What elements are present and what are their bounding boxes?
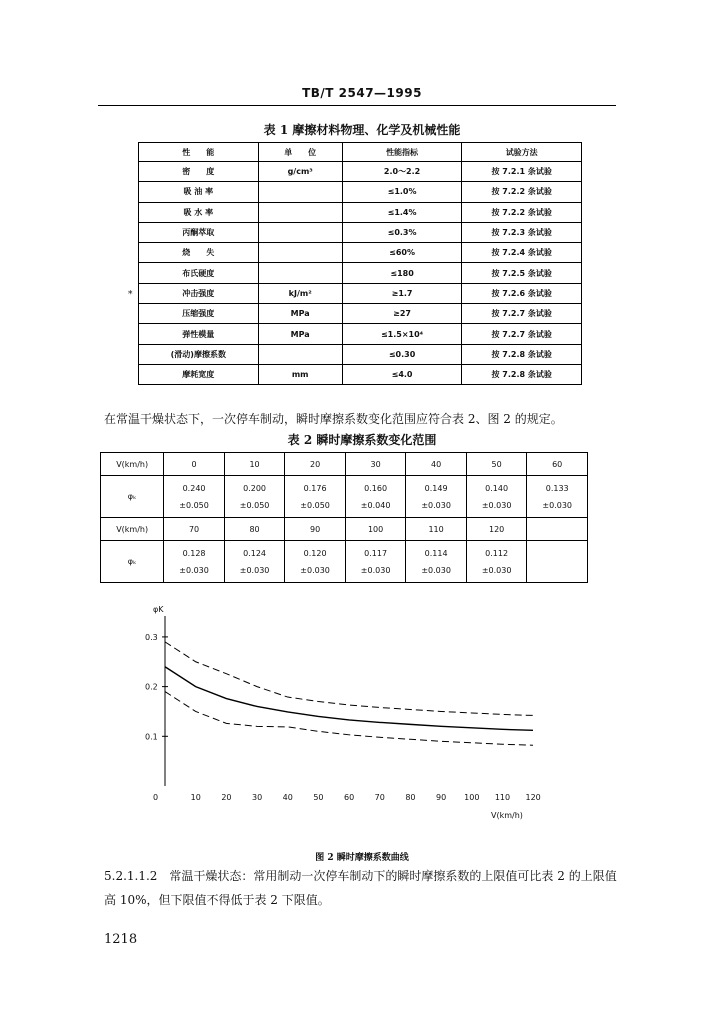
- table1-cell: 烧 失: [139, 243, 259, 263]
- table1-cell: 按 7.2.7 条试验: [462, 304, 582, 324]
- table2-mean-value: 0.114: [424, 548, 448, 558]
- table2-cell: 90: [285, 518, 346, 541]
- table1-cell: ≤1.4%: [342, 202, 462, 222]
- table2-tolerance: ±0.030: [481, 500, 512, 510]
- table1-col-header: 单 位: [258, 143, 342, 162]
- y-tick-label: 0.3: [145, 632, 158, 642]
- x-tick-label: 70: [374, 793, 385, 802]
- table1-cell: ≤1.5×10⁴: [342, 324, 462, 344]
- table1-cell: 布氏硬度: [139, 263, 259, 283]
- table1-cell: 丙酮萃取: [139, 222, 259, 242]
- table1-cell: g/cm³: [258, 162, 342, 182]
- table2-mean-value: 0.200: [243, 483, 267, 493]
- table2-cell: 40: [406, 453, 467, 476]
- document-code: TB/T 2547—1995: [302, 86, 422, 100]
- table1-cell: (滑动)摩擦系数: [139, 344, 259, 364]
- table2-mean-value: 0.112: [485, 548, 509, 558]
- section-5-2-1-1-2: 5.2.1.1.2 常温干燥状态：常用制动一次停车制动下的瞬时摩擦系数的上限值可比表 2 的上限值高 10%，但下限值不得低于表 2 下限值。: [104, 869, 617, 907]
- table1-cell: ≥1.7: [342, 283, 462, 303]
- table2-mean-value: 0.240: [182, 483, 206, 493]
- table1-cell: 按 7.2.8 条试验: [462, 344, 582, 364]
- table1-footnote-star: *: [128, 290, 133, 300]
- table2-tolerance: ±0.030: [239, 565, 270, 575]
- table2-cell: 20: [285, 453, 346, 476]
- table1-cell: 吸 油 率: [139, 182, 259, 202]
- table1-cell: ≤180: [342, 263, 462, 283]
- table2-phi-label: φₖ: [101, 476, 164, 518]
- table1-cell: 密 度: [139, 162, 259, 182]
- table1-cell: ≤1.0%: [342, 182, 462, 202]
- table2-mean-value: 0.133: [545, 483, 569, 493]
- table2-cell: 110: [406, 518, 467, 541]
- table2-mean-value: 0.140: [485, 483, 509, 493]
- table1-cell: 按 7.2.1 条试验: [462, 162, 582, 182]
- table2-mean-value: 0.160: [364, 483, 388, 493]
- table1-cell: kJ/m²: [258, 283, 342, 303]
- table1-cell: ≥27: [342, 304, 462, 324]
- table1-cell: 弹性模量: [139, 324, 259, 344]
- table2-caption: 表 2 瞬时摩擦系数变化范围: [287, 433, 437, 447]
- table1-cell: MPa: [258, 304, 342, 324]
- table2-cell: 80: [224, 518, 285, 541]
- table1-col-header: 试验方法: [462, 143, 582, 162]
- table2-tolerance: ±0.030: [179, 565, 209, 575]
- table2-mean-value: 0.149: [424, 483, 448, 493]
- x-tick-label: 30: [252, 793, 263, 802]
- series-line-mean: [165, 667, 533, 731]
- x-tick-label: 40: [282, 793, 293, 802]
- table2-phi-label: φₖ: [101, 541, 164, 583]
- x-tick-label: 50: [313, 793, 324, 802]
- table2-mean-value: 0.128: [182, 548, 206, 558]
- table1-cell: 按 7.2.4 条试验: [462, 243, 582, 263]
- table1-caption: 表 1 摩擦材料物理、化学及机械性能: [263, 123, 461, 137]
- table1-cell: 按 7.2.6 条试验: [462, 283, 582, 303]
- x-tick-label: 60: [344, 793, 355, 802]
- table1-cell: ≤60%: [342, 243, 462, 263]
- table1-cell: 按 7.2.5 条试验: [462, 263, 582, 283]
- table1-cell: MPa: [258, 324, 342, 344]
- table1-cell: ≤0.3%: [342, 222, 462, 242]
- table2-mean-value: 0.176: [303, 483, 327, 493]
- table2-cell: 30: [345, 453, 406, 476]
- table2-tolerance: ±0.030: [360, 565, 391, 575]
- table1-cell: 按 7.2.3 条试验: [462, 222, 582, 242]
- table2-v-label: V(km/h): [101, 453, 164, 476]
- table1-cell: 压缩强度: [139, 304, 259, 324]
- x-tick-label: 110: [494, 793, 511, 802]
- paragraph-1: 在常温干燥状态下，一次停车制动，瞬时摩擦系数变化范围应符合表 2、图 2 的规定。: [104, 412, 563, 426]
- table2-cell: 60: [527, 453, 588, 476]
- table2-tolerance: ±0.030: [421, 565, 451, 575]
- table1-cell: 吸 水 率: [139, 202, 259, 222]
- figure2-caption: 图 2 瞬时摩擦系数曲线: [315, 853, 409, 863]
- y-tick-label: 0.2: [145, 682, 158, 692]
- series-line-lower: [165, 692, 533, 746]
- table1-cell: 按 7.2.2 条试验: [462, 182, 582, 202]
- table1-cell: 按 7.2.2 条试验: [462, 202, 582, 222]
- table2-tolerance: ±0.030: [542, 500, 572, 510]
- x-axis-label: V(km/h): [491, 811, 523, 820]
- page-number: 1218: [104, 932, 138, 947]
- series-line-upper: [165, 642, 533, 716]
- x-tick-label: 90: [436, 793, 447, 802]
- table1-cell: mm: [258, 364, 342, 384]
- table2-mean-value: 0.117: [364, 548, 388, 558]
- table2-cell: 0: [164, 453, 225, 476]
- table2-cell: 70: [164, 518, 225, 541]
- table1-cell: 冲击强度: [139, 283, 259, 303]
- table2-cell: 50: [466, 453, 527, 476]
- table2-mean-value: 0.120: [303, 548, 327, 558]
- table1-cell: 2.0～2.2: [342, 162, 462, 182]
- x-tick-label: 10: [190, 793, 201, 802]
- x-tick-label: 20: [221, 793, 232, 802]
- x-tick-label: 120: [525, 793, 541, 802]
- table1-cell: 按 7.2.8 条试验: [462, 364, 582, 384]
- table1-col-header: 性能指标: [342, 143, 462, 162]
- table2-tolerance: ±0.040: [360, 500, 391, 510]
- table1-cell: ≤4.0: [342, 364, 462, 384]
- table2-cell: 100: [345, 518, 406, 541]
- table2-v-label: V(km/h): [101, 518, 164, 541]
- table1-col-header: 性 能: [139, 143, 259, 162]
- y-tick-label: 0.1: [145, 732, 158, 742]
- table2-tolerance: ±0.030: [300, 565, 330, 575]
- table2-tolerance: ±0.050: [179, 500, 209, 510]
- table2-cell: 10: [224, 453, 285, 476]
- table1-cell: 摩耗宽度: [139, 364, 259, 384]
- table2-tolerance: ±0.030: [421, 500, 451, 510]
- x-tick-label: 100: [464, 793, 480, 802]
- table2-mean-value: 0.124: [243, 548, 267, 558]
- table2-cell: 120: [466, 518, 527, 541]
- y-axis-label: φK: [153, 605, 164, 614]
- table2-tolerance: ±0.050: [239, 500, 270, 510]
- table1-cell: ≤0.30: [342, 344, 462, 364]
- table1-cell: 按 7.2.7 条试验: [462, 324, 582, 344]
- x-tick-label: 80: [405, 793, 416, 802]
- x-tick-label: 0: [153, 793, 159, 802]
- table2-tolerance: ±0.030: [481, 565, 512, 575]
- table2-tolerance: ±0.050: [300, 500, 330, 510]
